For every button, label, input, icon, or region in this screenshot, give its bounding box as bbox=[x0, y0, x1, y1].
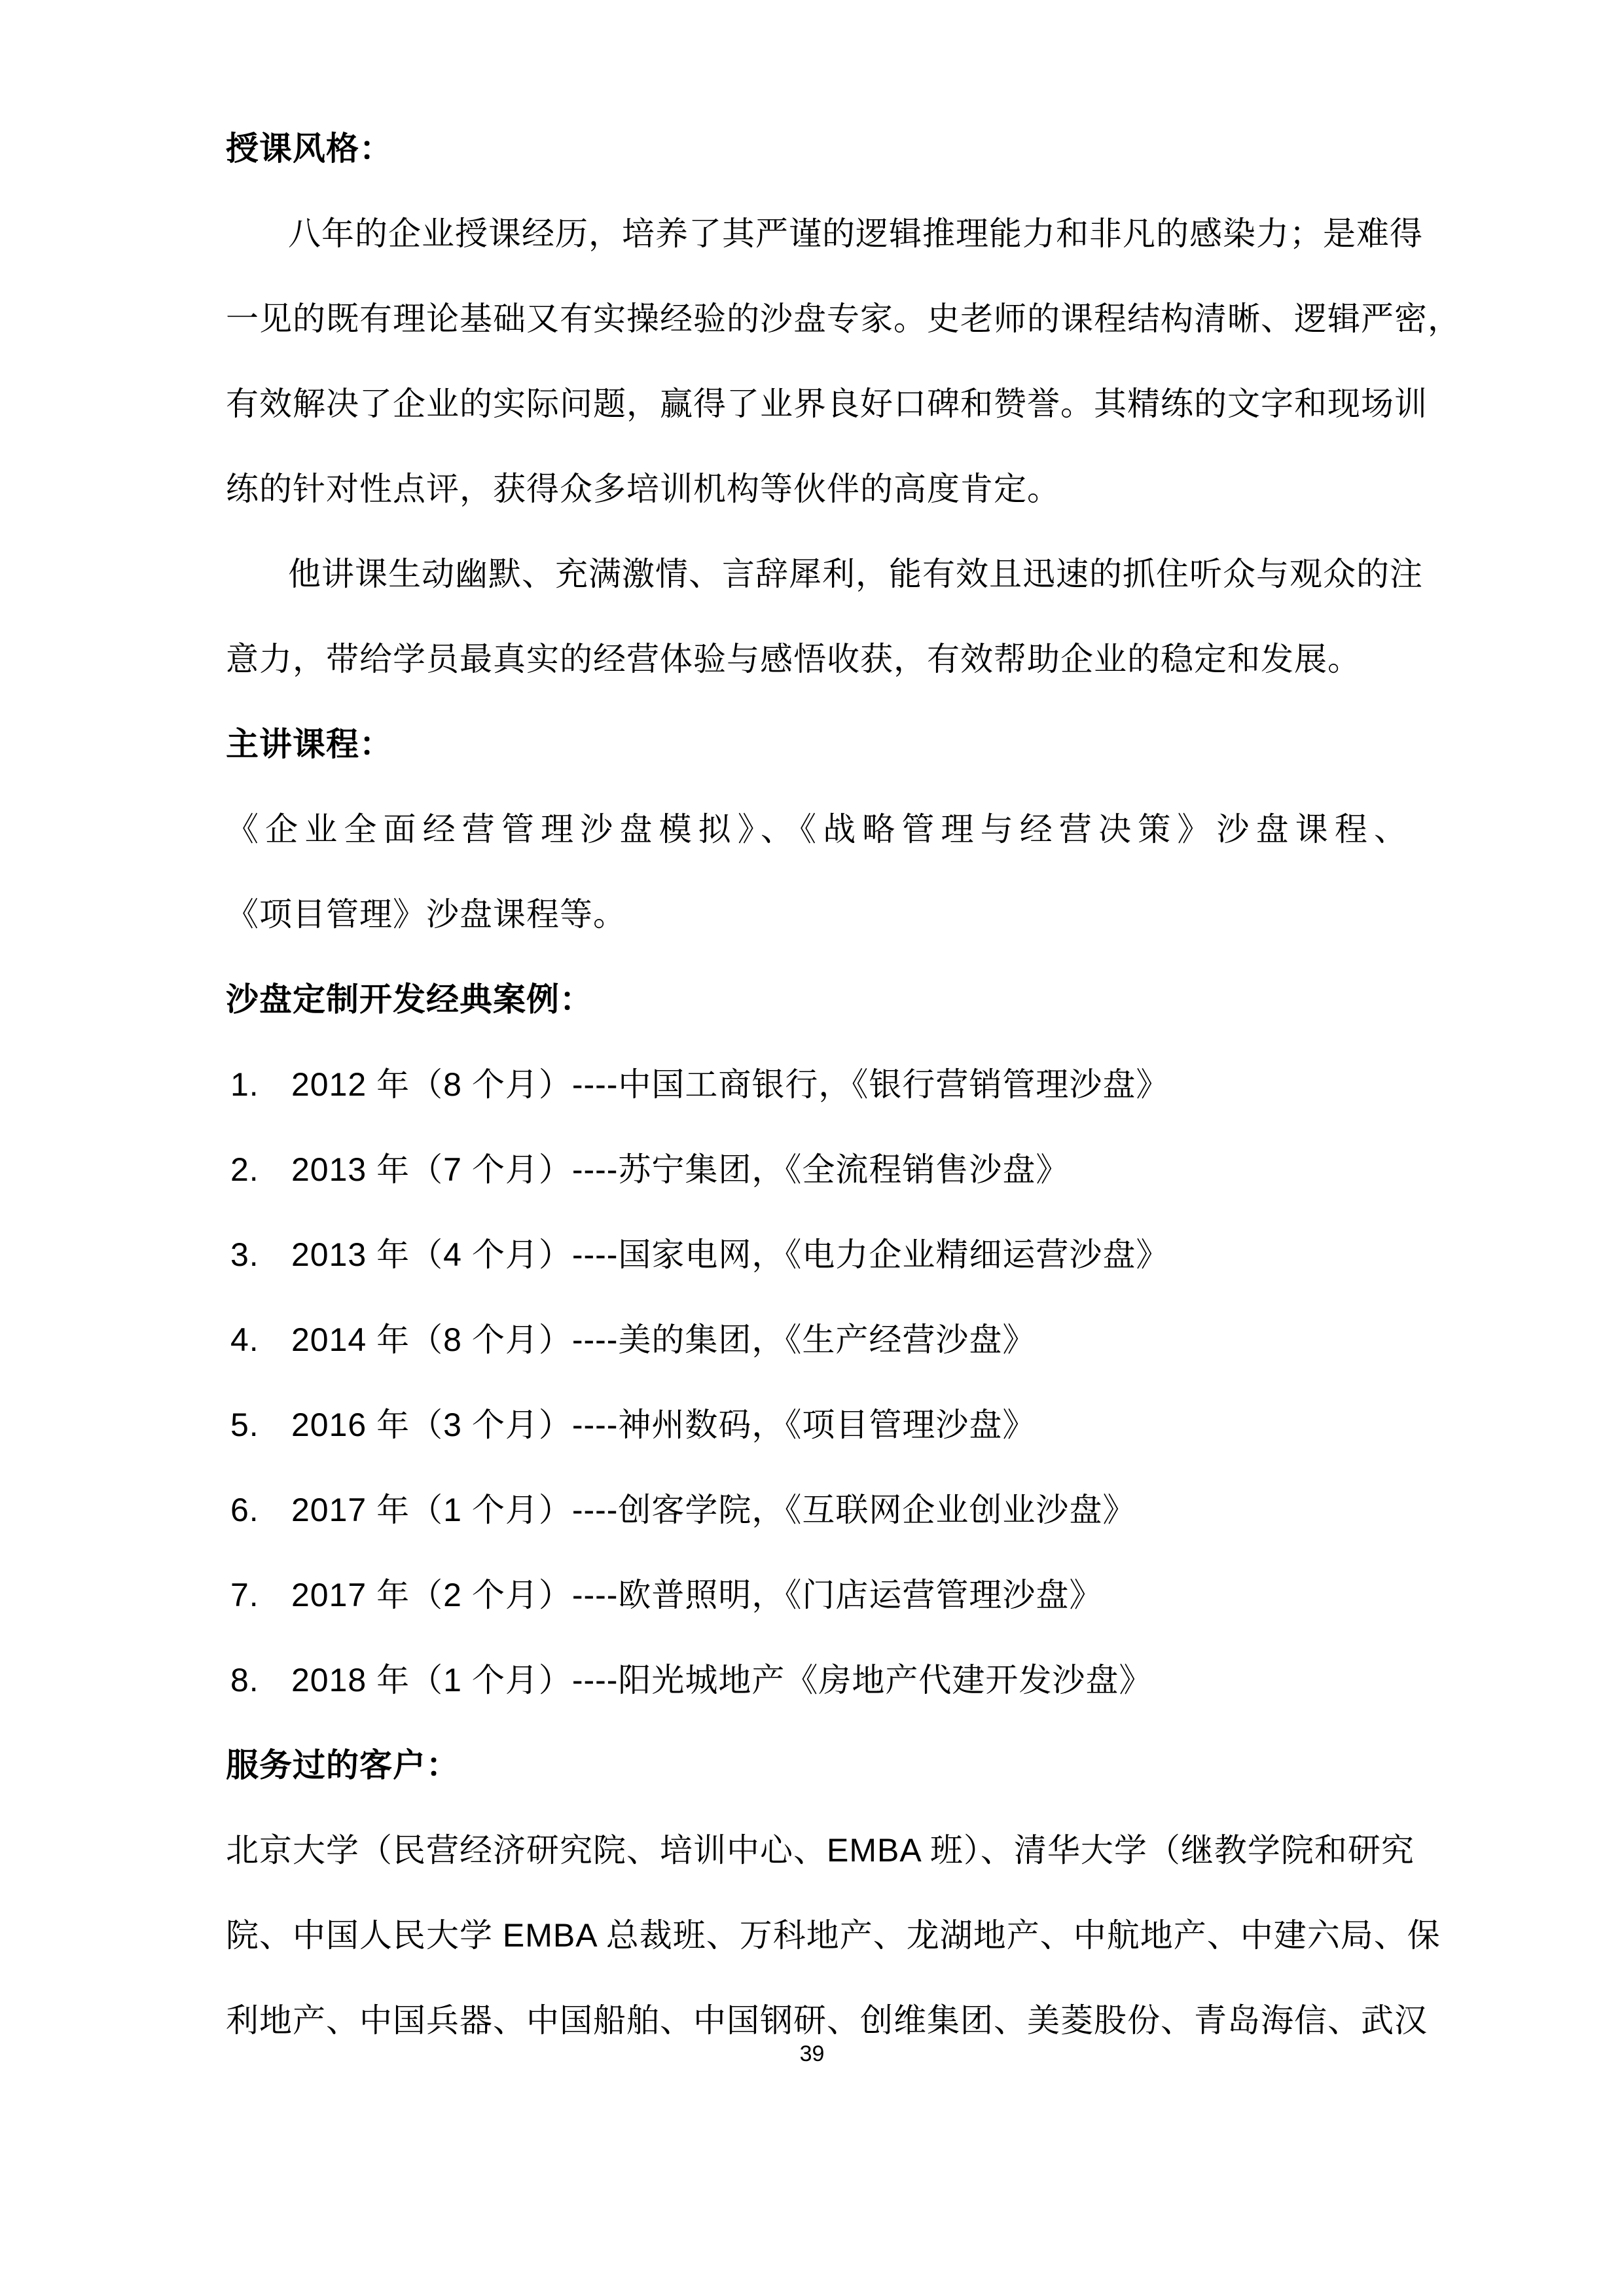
case-item-6 bbox=[226, 1467, 1407, 1552]
clients-line-2: 院、中国人民大学 EMBA 总裁班、万科地产、龙湖地产、中航地产、中建六局、保 bbox=[226, 1917, 1441, 1954]
document-content bbox=[226, 106, 1461, 2063]
case-item-6-text: 2017 年（1 个月）----创客学院，《互联网企业创业沙盘》 bbox=[291, 1492, 1136, 1528]
case-item-7-text: 2017 年（2 个月）----欧普照明，《门店运营管理沙盘》 bbox=[291, 1577, 1103, 1613]
heading-courses: 主讲课程： bbox=[226, 726, 393, 762]
case-item-7 bbox=[226, 1552, 1407, 1638]
teaching-style-paragraph-2-line-2: 意力，带给学员最真实的经营体验与感悟收获，有效帮助企业的稳定和发展。 bbox=[226, 641, 1361, 677]
case-item-2-text: 2013 年（7 个月）----苏宁集团，《全流程销售沙盘》 bbox=[291, 1151, 1070, 1188]
case-item-1-number: 1. bbox=[230, 1066, 259, 1103]
courses-line-1: 《企业全面经营管理沙盘模拟》、《战略管理与经营决策》沙盘课程、 bbox=[226, 811, 1407, 848]
heading-teaching-style: 授课风格： bbox=[226, 130, 393, 167]
teaching-style-paragraph-1-line-3: 有效解决了企业的实际问题，赢得了业界良好口碑和赞誉。其精练的文字和现场训 bbox=[226, 386, 1428, 422]
case-item-5-number: 5. bbox=[230, 1407, 259, 1443]
case-item-7-number: 7. bbox=[230, 1577, 259, 1613]
teaching-style-paragraph-1-line-4: 练的针对性点评，获得众多培训机构等伙伴的高度肯定。 bbox=[226, 471, 1060, 507]
case-item-1 bbox=[226, 1042, 1407, 1127]
courses-line-2: 《项目管理》沙盘课程等。 bbox=[226, 896, 626, 933]
case-item-3-number: 3. bbox=[230, 1236, 259, 1273]
case-item-4-text: 2014 年（8 个月）----美的集团，《生产经营沙盘》 bbox=[291, 1321, 1036, 1358]
case-item-4 bbox=[226, 1297, 1407, 1382]
clients-line-3: 利地产、中国兵器、中国船舶、中国钢研、创维集团、美菱股份、青岛海信、武汉 bbox=[226, 2002, 1428, 2039]
clients-line-1: 北京大学（民营经济研究院、培训中心、EMBA 班）、清华大学（继教学院和研究 bbox=[226, 1832, 1415, 1869]
teaching-style-paragraph-2-line-1: 他讲课生动幽默、充满激情、言辞犀利，能有效且迅速的抓住听众与观众的注 bbox=[288, 556, 1423, 592]
page-number: 39 bbox=[799, 2041, 825, 2066]
case-item-2 bbox=[226, 1127, 1407, 1212]
case-item-3-text: 2013 年（4 个月）----国家电网，《电力企业精细运营沙盘》 bbox=[291, 1236, 1170, 1273]
case-item-8-text: 2018 年（1 个月）----阳光城地产《房地产代建开发沙盘》 bbox=[291, 1662, 1153, 1698]
teaching-style-paragraph-1-line-1: 八年的企业授课经历，培养了其严谨的逻辑推理能力和非凡的感染力；是难得 bbox=[288, 215, 1423, 252]
teaching-style-paragraph-1-line-2: 一见的既有理论基础又有实操经验的沙盘专家。史老师的课程结构清晰、逻辑严密， bbox=[226, 300, 1461, 337]
case-item-5-text: 2016 年（3 个月）----神州数码，《项目管理沙盘》 bbox=[291, 1407, 1036, 1443]
case-item-8-number: 8. bbox=[230, 1662, 259, 1698]
heading-clients: 服务过的客户： bbox=[226, 1747, 460, 1784]
case-item-8 bbox=[226, 1638, 1407, 1723]
case-item-4-number: 4. bbox=[230, 1321, 259, 1358]
heading-cases: 沙盘定制开发经典案例： bbox=[226, 981, 593, 1018]
case-item-1-text: 2012 年（8 个月）----中国工商银行，《银行营销管理沙盘》 bbox=[291, 1066, 1170, 1103]
case-item-3 bbox=[226, 1212, 1407, 1297]
case-item-6-number: 6. bbox=[230, 1492, 259, 1528]
case-item-2-number: 2. bbox=[230, 1151, 259, 1188]
case-item-5 bbox=[226, 1382, 1407, 1467]
